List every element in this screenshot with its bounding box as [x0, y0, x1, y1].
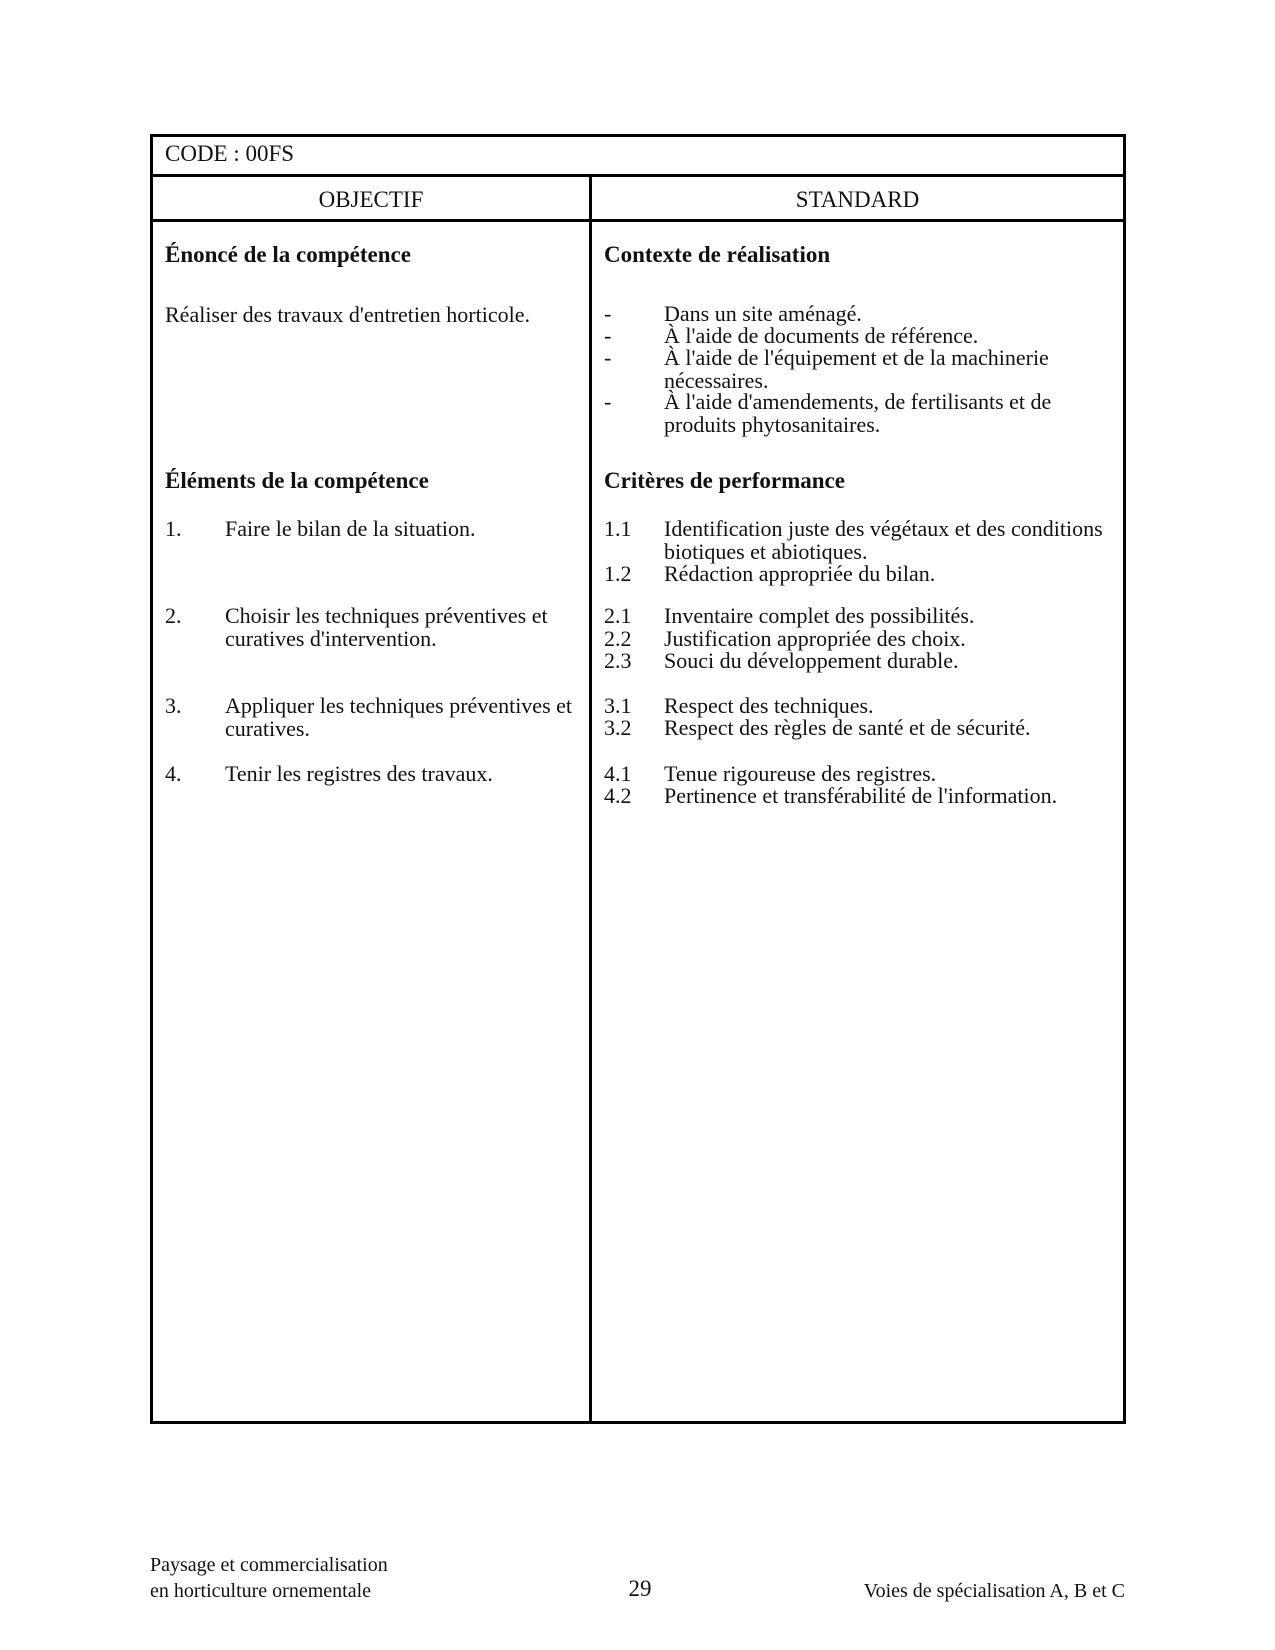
header-row: [153, 177, 1123, 222]
enonce-text: Réaliser des travaux d'entretien horticole.: [165, 302, 530, 327]
critere-item: [604, 649, 1104, 672]
contexte-title: Contexte de réalisation: [604, 242, 831, 267]
critere-number: 3.1: [604, 693, 632, 718]
bullet-dash: -: [604, 389, 612, 414]
footer-program-line1: Paysage et commercialisation: [150, 1554, 388, 1576]
contexte-text: À l'aide d'amendements, de fertilisants et de produits phytosanitaires.: [664, 389, 1052, 437]
bullet-dash: -: [604, 323, 612, 348]
footer-program-line2: en horticulture ornementale: [150, 1580, 372, 1602]
critere-item: [604, 517, 1104, 563]
critere-text: Pertinence et transférabilité de l'information.: [664, 783, 1058, 808]
page-number: 29: [628, 1576, 652, 1601]
objectif-column: [165, 222, 575, 1421]
code-label: CODE : 00FS: [153, 137, 1123, 177]
critere-text: Respect des techniques.: [664, 693, 874, 718]
column-divider: [589, 177, 592, 1421]
elements-title: Éléments de la compétence: [165, 468, 429, 493]
element-number: 1.: [165, 516, 182, 541]
footer-specialisation: Voies de spécialisation A, B et C: [863, 1580, 1125, 1602]
critere-item: [604, 784, 1104, 807]
element-text: Appliquer les techniques préventives et curatives.: [225, 693, 573, 741]
enonce-title: Énoncé de la compétence: [165, 242, 411, 267]
critere-number: 2.2: [604, 626, 632, 651]
contexte-text: Dans un site aménagé.: [664, 301, 862, 326]
critere-number: 2.3: [604, 648, 632, 673]
critere-item: [604, 562, 1104, 585]
element-item: [165, 762, 575, 785]
critere-number: 2.1: [604, 603, 632, 628]
critere-item: [604, 604, 1104, 627]
critere-text: Respect des règles de santé et de sécurité.: [664, 715, 1031, 740]
contexte-text: À l'aide de l'équipement et de la machinerie nécessaires.: [664, 345, 1049, 393]
critere-item: [604, 762, 1104, 785]
critere-text: Inventaire complet des possibilités.: [664, 603, 975, 628]
standard-header: STANDARD: [795, 187, 920, 212]
element-number: 4.: [165, 761, 182, 786]
critere-text: Tenue rigoureuse des registres.: [664, 761, 937, 786]
critere-item: [604, 716, 1104, 739]
critere-text: Souci du développement durable.: [664, 648, 959, 673]
element-number: 3.: [165, 693, 182, 718]
criteres-title: Critères de performance: [604, 468, 845, 493]
contexte-item: [604, 302, 1104, 325]
critere-item: [604, 694, 1104, 717]
footer-program: [150, 1552, 388, 1604]
critere-number: 1.2: [604, 561, 632, 586]
critere-number: 3.2: [604, 715, 632, 740]
critere-number: 4.1: [604, 761, 632, 786]
element-item: [165, 604, 575, 650]
contexte-text: À l'aide de documents de référence.: [664, 323, 979, 348]
bullet-dash: -: [604, 301, 612, 326]
contexte-item: [604, 346, 1104, 392]
objectif-header: OBJECTIF: [318, 187, 424, 212]
competency-table: [150, 134, 1126, 1424]
element-item: [165, 517, 575, 540]
critere-text: Identification juste des végétaux et des conditions biotiques et abiotiques.: [664, 516, 1103, 564]
element-text: Tenir les registres des travaux.: [225, 761, 493, 786]
critere-text: Justification appropriée des choix.: [664, 626, 966, 651]
standard-column: [604, 222, 1104, 1421]
critere-text: Rédaction appropriée du bilan.: [664, 561, 936, 586]
element-item: [165, 694, 575, 740]
critere-item: [604, 627, 1104, 650]
critere-number: 4.2: [604, 783, 632, 808]
contexte-item: [604, 324, 1104, 347]
contexte-item: [604, 390, 1104, 436]
element-number: 2.: [165, 603, 182, 628]
element-text: Faire le bilan de la situation.: [225, 516, 476, 541]
critere-number: 1.1: [604, 516, 632, 541]
element-text: Choisir les techniques préventives et curatives d'intervention.: [225, 603, 548, 651]
bullet-dash: -: [604, 345, 612, 370]
